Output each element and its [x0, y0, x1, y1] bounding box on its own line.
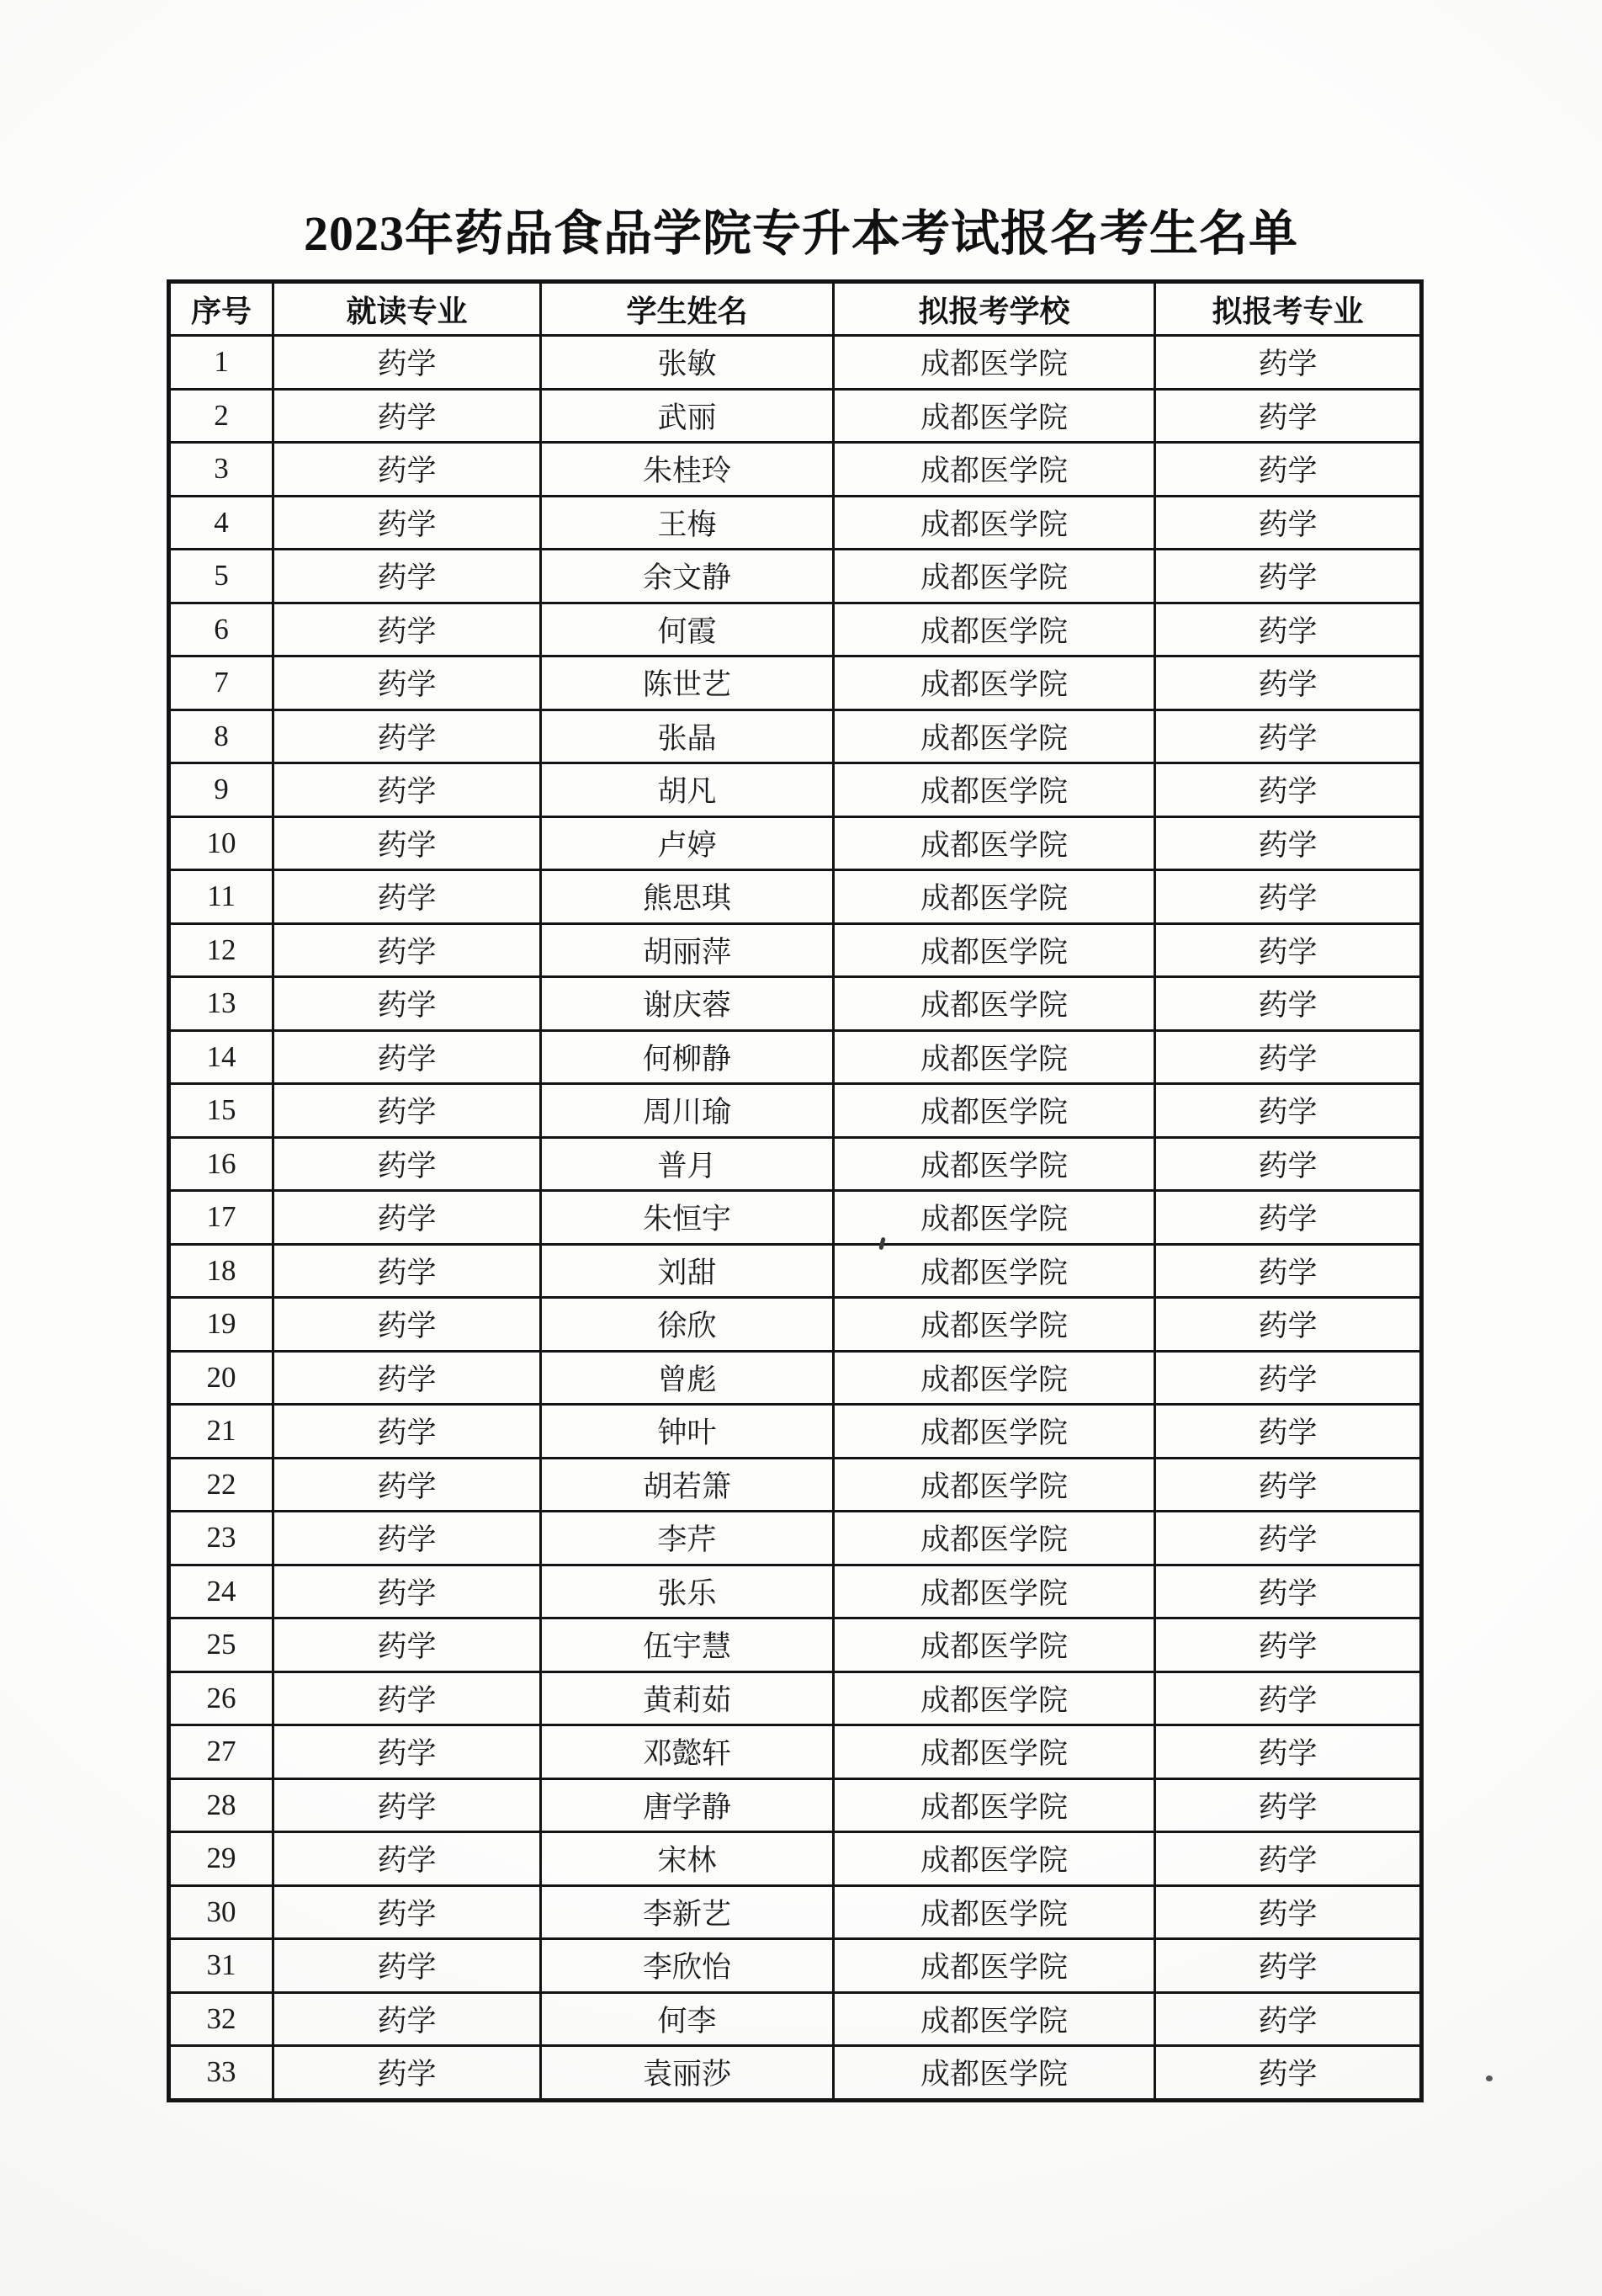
target-major-cell: 药学 [1155, 1618, 1422, 1672]
candidate-row [169, 1672, 1422, 1725]
target-school-cell: 成都医学院 [834, 870, 1155, 924]
student-name-cell: 何李 [541, 1992, 834, 2046]
candidate-row [169, 1939, 1422, 1993]
student-name-cell: 胡丽萍 [541, 923, 834, 977]
target-school-cell: 成都医学院 [834, 1298, 1155, 1352]
candidate-row [169, 603, 1422, 656]
target-major-cell: 药学 [1155, 1137, 1422, 1191]
serial-cell: 17 [169, 1191, 273, 1245]
target-school-cell: 成都医学院 [834, 923, 1155, 977]
serial-cell: 4 [169, 496, 273, 550]
current-major-cell: 药学 [273, 2046, 541, 2101]
target-school-cell: 成都医学院 [834, 816, 1155, 870]
student-name-cell: 熊思琪 [541, 870, 834, 924]
serial-cell: 11 [169, 870, 273, 924]
student-name-cell: 何柳静 [541, 1030, 834, 1084]
serial-cell: 6 [169, 603, 273, 656]
candidate-row [169, 1405, 1422, 1459]
current-major-cell: 药学 [273, 816, 541, 870]
candidate-row [169, 1725, 1422, 1779]
target-major-cell: 药学 [1155, 1725, 1422, 1779]
serial-cell: 16 [169, 1137, 273, 1191]
target-major-cell: 药学 [1155, 1458, 1422, 1512]
student-name-cell: 李芹 [541, 1512, 834, 1565]
target-major-cell: 药学 [1155, 923, 1422, 977]
target-major-cell: 药学 [1155, 1939, 1422, 1993]
target-school-cell: 成都医学院 [834, 1992, 1155, 2046]
candidate-row [169, 443, 1422, 497]
current-major-cell: 药学 [273, 389, 541, 443]
current-major-cell: 药学 [273, 1778, 541, 1832]
candidate-row [169, 1191, 1422, 1245]
student-name-cell: 宋林 [541, 1832, 834, 1886]
student-name-cell: 余文静 [541, 550, 834, 603]
student-name-cell: 朱恒宇 [541, 1191, 834, 1245]
candidate-row [169, 550, 1422, 603]
document-title: 2023年药品食品学院专升本考试报名考生名单 [303, 206, 1298, 261]
target-school-cell: 成都医学院 [834, 1778, 1155, 1832]
student-name-cell: 钟叶 [541, 1405, 834, 1459]
target-school-cell: 成都医学院 [834, 603, 1155, 656]
target-major-cell: 药学 [1155, 710, 1422, 763]
serial-cell: 5 [169, 550, 273, 603]
serial-cell: 7 [169, 656, 273, 710]
target-school-cell: 成都医学院 [834, 1618, 1155, 1672]
current-major-cell: 药学 [273, 1191, 541, 1245]
target-school-cell: 成都医学院 [834, 1565, 1155, 1618]
candidate-row [169, 1244, 1422, 1298]
student-name-cell: 邓懿轩 [541, 1725, 834, 1779]
target-school-cell: 成都医学院 [834, 1030, 1155, 1084]
candidate-row [169, 1778, 1422, 1832]
table-body [169, 336, 1422, 2101]
serial-cell: 9 [169, 763, 273, 817]
student-name-cell: 周川瑜 [541, 1084, 834, 1138]
target-major-cell: 药学 [1155, 603, 1422, 656]
target-school-cell: 成都医学院 [834, 1725, 1155, 1779]
serial-cell: 23 [169, 1512, 273, 1565]
current-major-cell: 药学 [273, 1512, 541, 1565]
target-major-cell: 药学 [1155, 1565, 1422, 1618]
current-major-cell: 药学 [273, 977, 541, 1031]
target-school-cell: 成都医学院 [834, 977, 1155, 1031]
current-major-cell: 药学 [273, 1672, 541, 1725]
current-major-cell: 药学 [273, 1351, 541, 1405]
serial-cell: 25 [169, 1618, 273, 1672]
serial-cell: 24 [169, 1565, 273, 1618]
serial-cell: 21 [169, 1405, 273, 1459]
target-major-cell: 药学 [1155, 1672, 1422, 1725]
target-school-cell: 成都医学院 [834, 710, 1155, 763]
student-name-cell: 李欣怡 [541, 1939, 834, 1993]
target-school-cell: 成都医学院 [834, 1832, 1155, 1886]
serial-cell: 27 [169, 1725, 273, 1779]
current-major-cell: 药学 [273, 923, 541, 977]
candidate-row [169, 389, 1422, 443]
serial-cell: 32 [169, 1992, 273, 2046]
target-school-cell: 成都医学院 [834, 1191, 1155, 1245]
serial-cell: 19 [169, 1298, 273, 1352]
current-major-cell: 药学 [273, 496, 541, 550]
student-name-cell: 谢庆蓉 [541, 977, 834, 1031]
student-name-cell: 袁丽莎 [541, 2046, 834, 2101]
target-major-cell: 药学 [1155, 1244, 1422, 1298]
target-major-column-header: 拟报考专业 [1155, 282, 1422, 336]
candidate-row [169, 1512, 1422, 1565]
target-major-cell: 药学 [1155, 656, 1422, 710]
serial-cell: 14 [169, 1030, 273, 1084]
candidate-row [169, 923, 1422, 977]
current-major-cell: 药学 [273, 336, 541, 390]
target-major-cell: 药学 [1155, 1191, 1422, 1245]
current-major-cell: 药学 [273, 1939, 541, 1993]
target-major-cell: 药学 [1155, 1298, 1422, 1352]
candidate-row [169, 710, 1422, 763]
target-major-cell: 药学 [1155, 763, 1422, 817]
student-name-cell: 李新艺 [541, 1885, 834, 1939]
target-school-cell: 成都医学院 [834, 1672, 1155, 1725]
target-school-cell: 成都医学院 [834, 1512, 1155, 1565]
serial-column-header: 序号 [169, 282, 273, 336]
serial-cell: 28 [169, 1778, 273, 1832]
candidate-row [169, 656, 1422, 710]
target-school-cell: 成都医学院 [834, 1405, 1155, 1459]
serial-cell: 8 [169, 710, 273, 763]
student-name-cell: 武丽 [541, 389, 834, 443]
target-school-cell: 成都医学院 [834, 1084, 1155, 1138]
student-name-column-header: 学生姓名 [541, 282, 834, 336]
current-major-cell: 药学 [273, 443, 541, 497]
target-major-cell: 药学 [1155, 1992, 1422, 2046]
serial-cell: 3 [169, 443, 273, 497]
target-school-cell: 成都医学院 [834, 336, 1155, 390]
student-name-cell: 黄莉茹 [541, 1672, 834, 1725]
target-major-cell: 药学 [1155, 2046, 1422, 2101]
candidate-roster-table [167, 279, 1424, 2102]
candidate-row [169, 763, 1422, 817]
candidate-row [169, 1885, 1422, 1939]
student-name-cell: 胡凡 [541, 763, 834, 817]
student-name-cell: 曾彪 [541, 1351, 834, 1405]
student-name-cell: 陈世艺 [541, 656, 834, 710]
serial-cell: 31 [169, 1939, 273, 1993]
current-major-cell: 药学 [273, 1832, 541, 1886]
target-school-cell: 成都医学院 [834, 763, 1155, 817]
target-major-cell: 药学 [1155, 1512, 1422, 1565]
candidate-row [169, 1030, 1422, 1084]
candidate-row [169, 2046, 1422, 2101]
current-major-cell: 药学 [273, 1618, 541, 1672]
serial-cell: 29 [169, 1832, 273, 1886]
target-major-cell: 药学 [1155, 336, 1422, 390]
student-name-cell: 卢婷 [541, 816, 834, 870]
target-school-cell: 成都医学院 [834, 496, 1155, 550]
candidate-row [169, 870, 1422, 924]
student-name-cell: 张敏 [541, 336, 834, 390]
current-major-cell: 药学 [273, 656, 541, 710]
serial-cell: 18 [169, 1244, 273, 1298]
student-name-cell: 朱桂玲 [541, 443, 834, 497]
target-major-cell: 药学 [1155, 870, 1422, 924]
student-name-cell: 王梅 [541, 496, 834, 550]
current-major-cell: 药学 [273, 1565, 541, 1618]
target-major-cell: 药学 [1155, 1351, 1422, 1405]
student-name-cell: 刘甜 [541, 1244, 834, 1298]
current-major-cell: 药学 [273, 1137, 541, 1191]
candidate-row [169, 1832, 1422, 1886]
current-major-cell: 药学 [273, 1298, 541, 1352]
candidate-row [169, 977, 1422, 1031]
target-school-cell: 成都医学院 [834, 1137, 1155, 1191]
student-name-cell: 伍宇慧 [541, 1618, 834, 1672]
candidate-row [169, 1458, 1422, 1512]
current-major-cell: 药学 [273, 1725, 541, 1779]
target-school-cell: 成都医学院 [834, 1458, 1155, 1512]
student-name-cell: 普月 [541, 1137, 834, 1191]
target-major-cell: 药学 [1155, 1778, 1422, 1832]
table-header-row [169, 282, 1422, 336]
target-school-cell: 成都医学院 [834, 1939, 1155, 1993]
serial-cell: 33 [169, 2046, 273, 2101]
serial-cell: 15 [169, 1084, 273, 1138]
student-name-cell: 张晶 [541, 710, 834, 763]
current-major-column-header: 就读专业 [273, 282, 541, 336]
current-major-cell: 药学 [273, 763, 541, 817]
target-major-cell: 药学 [1155, 496, 1422, 550]
student-name-cell: 何霞 [541, 603, 834, 656]
current-major-cell: 药学 [273, 1405, 541, 1459]
target-major-cell: 药学 [1155, 816, 1422, 870]
candidate-row [169, 336, 1422, 390]
current-major-cell: 药学 [273, 1244, 541, 1298]
current-major-cell: 药学 [273, 1084, 541, 1138]
current-major-cell: 药学 [273, 603, 541, 656]
serial-cell: 30 [169, 1885, 273, 1939]
target-school-column-header: 拟报考学校 [834, 282, 1155, 336]
serial-cell: 12 [169, 923, 273, 977]
candidate-row [169, 1137, 1422, 1191]
target-school-cell: 成都医学院 [834, 550, 1155, 603]
current-major-cell: 药学 [273, 710, 541, 763]
target-major-cell: 药学 [1155, 389, 1422, 443]
serial-cell: 1 [169, 336, 273, 390]
current-major-cell: 药学 [273, 870, 541, 924]
scan-artifact-speck [1486, 2075, 1493, 2081]
current-major-cell: 药学 [273, 1992, 541, 2046]
serial-cell: 10 [169, 816, 273, 870]
target-major-cell: 药学 [1155, 550, 1422, 603]
target-school-cell: 成都医学院 [834, 1244, 1155, 1298]
current-major-cell: 药学 [273, 1458, 541, 1512]
candidate-row [169, 1618, 1422, 1672]
current-major-cell: 药学 [273, 1885, 541, 1939]
target-major-cell: 药学 [1155, 1885, 1422, 1939]
target-major-cell: 药学 [1155, 1832, 1422, 1886]
candidate-row [169, 1351, 1422, 1405]
serial-cell: 26 [169, 1672, 273, 1725]
serial-cell: 2 [169, 389, 273, 443]
current-major-cell: 药学 [273, 1030, 541, 1084]
serial-cell: 20 [169, 1351, 273, 1405]
target-major-cell: 药学 [1155, 1405, 1422, 1459]
candidate-row [169, 1298, 1422, 1352]
target-major-cell: 药学 [1155, 977, 1422, 1031]
target-school-cell: 成都医学院 [834, 2046, 1155, 2101]
target-school-cell: 成都医学院 [834, 656, 1155, 710]
student-name-cell: 张乐 [541, 1565, 834, 1618]
serial-cell: 22 [169, 1458, 273, 1512]
candidate-row [169, 816, 1422, 870]
target-major-cell: 药学 [1155, 1084, 1422, 1138]
candidate-row [169, 1565, 1422, 1618]
student-name-cell: 唐学静 [541, 1778, 834, 1832]
student-name-cell: 胡若箫 [541, 1458, 834, 1512]
target-school-cell: 成都医学院 [834, 1885, 1155, 1939]
target-school-cell: 成都医学院 [834, 1351, 1155, 1405]
serial-cell: 13 [169, 977, 273, 1031]
target-major-cell: 药学 [1155, 1030, 1422, 1084]
target-school-cell: 成都医学院 [834, 443, 1155, 497]
candidate-row [169, 1992, 1422, 2046]
candidate-row [169, 496, 1422, 550]
target-school-cell: 成都医学院 [834, 389, 1155, 443]
target-major-cell: 药学 [1155, 443, 1422, 497]
student-name-cell: 徐欣 [541, 1298, 834, 1352]
current-major-cell: 药学 [273, 550, 541, 603]
candidate-row [169, 1084, 1422, 1138]
